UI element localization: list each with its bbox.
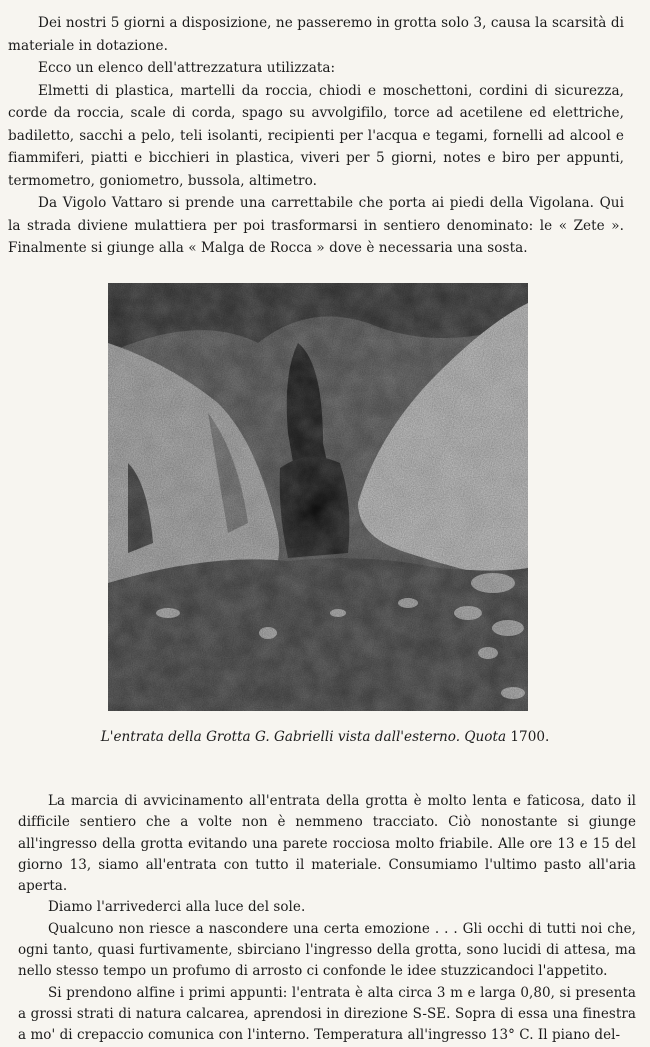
cave-entrance-photo (108, 283, 528, 711)
paragraph-equipment-intro: Ecco un elenco dell'attrezzatura utilizzata: (38, 60, 336, 76)
top-text-block (8, 12, 624, 260)
paragraph-route: Da Vigolo Vattaro si prende una carrettabile che porta ai piedi della Vigolana. Qui la strada diviene mulattiera per poi trasformarsi in sentiero denominato: le « Zete ». Finalmente si giunge alla « Malga de Rocca » dove è necessaria una sosta. (8, 195, 624, 256)
caption-altitude: 1700. (510, 729, 550, 745)
paragraph-farewell: Diamo l'arrivederci alla luce del sole. (48, 899, 306, 916)
bottom-text-block (18, 791, 636, 1047)
paragraph-emotion: Qualcuno non riesce a nascondere una certa emozione . . . Gli occhi di tutti noi che, ogni tanto, quasi furtivamente, sbirciano l'ingresso della grotta, sono lucidi di attesa, ma nello stesso tempo un profumo di arrosto ci confonde le idee stuzzicandoci l'appetito. (18, 920, 636, 980)
paragraph-equipment-list: Elmetti di plastica, martelli da roccia, chiodi e moschettoni, cordini di sicurezza, corde da roccia, scale di corda, spago su avvolgifilo, torce ad acetilene ed elettriche, badiletto, sacchi a pelo, teli isolanti, recipienti per l'acqua e tegami, fornelli ad alcool e fiammiferi, piatti e bicchieri in plastica, viveri per 5 giorni, notes e biro per appunti, termometro, goniometro, bussola, altimetro. (8, 82, 624, 189)
paragraph-approach: La marcia di avvicinamento all'entrata della grotta è molto lenta e faticosa, dato il difficile sentiero che a volte non è nemmeno tracciato. Ciò nonostante si giunge all'ingresso della grotta evitando una parete rocciosa molto friabile. Alle ore 13 e 15 del giorno 13, siamo all'entrata con tutto il materiale. Consumiamo l'ultimo pasto all'aria aperta. (18, 793, 636, 895)
paragraph-first-notes: Si prendono alfine i primi appunti: l'entrata è alta circa 3 m e larga 0,80, si presenta a grossi strati di natura calcarea, aprendosi in direzione S-SE. Sopra di essa una finestra a mo' di crepaccio comunica con l'interno. Temperatura all'ingresso 13° C. Il piano del- (18, 984, 636, 1044)
caption-text: L'entrata della Grotta G. Gabrielli vista dall'esterno. Quota (100, 729, 507, 745)
photo-caption (0, 729, 650, 745)
paragraph-days: Dei nostri 5 giorni a disposizione, ne passeremo in grotta solo 3, causa la scarsità di materiale in dotazione. (8, 15, 624, 54)
